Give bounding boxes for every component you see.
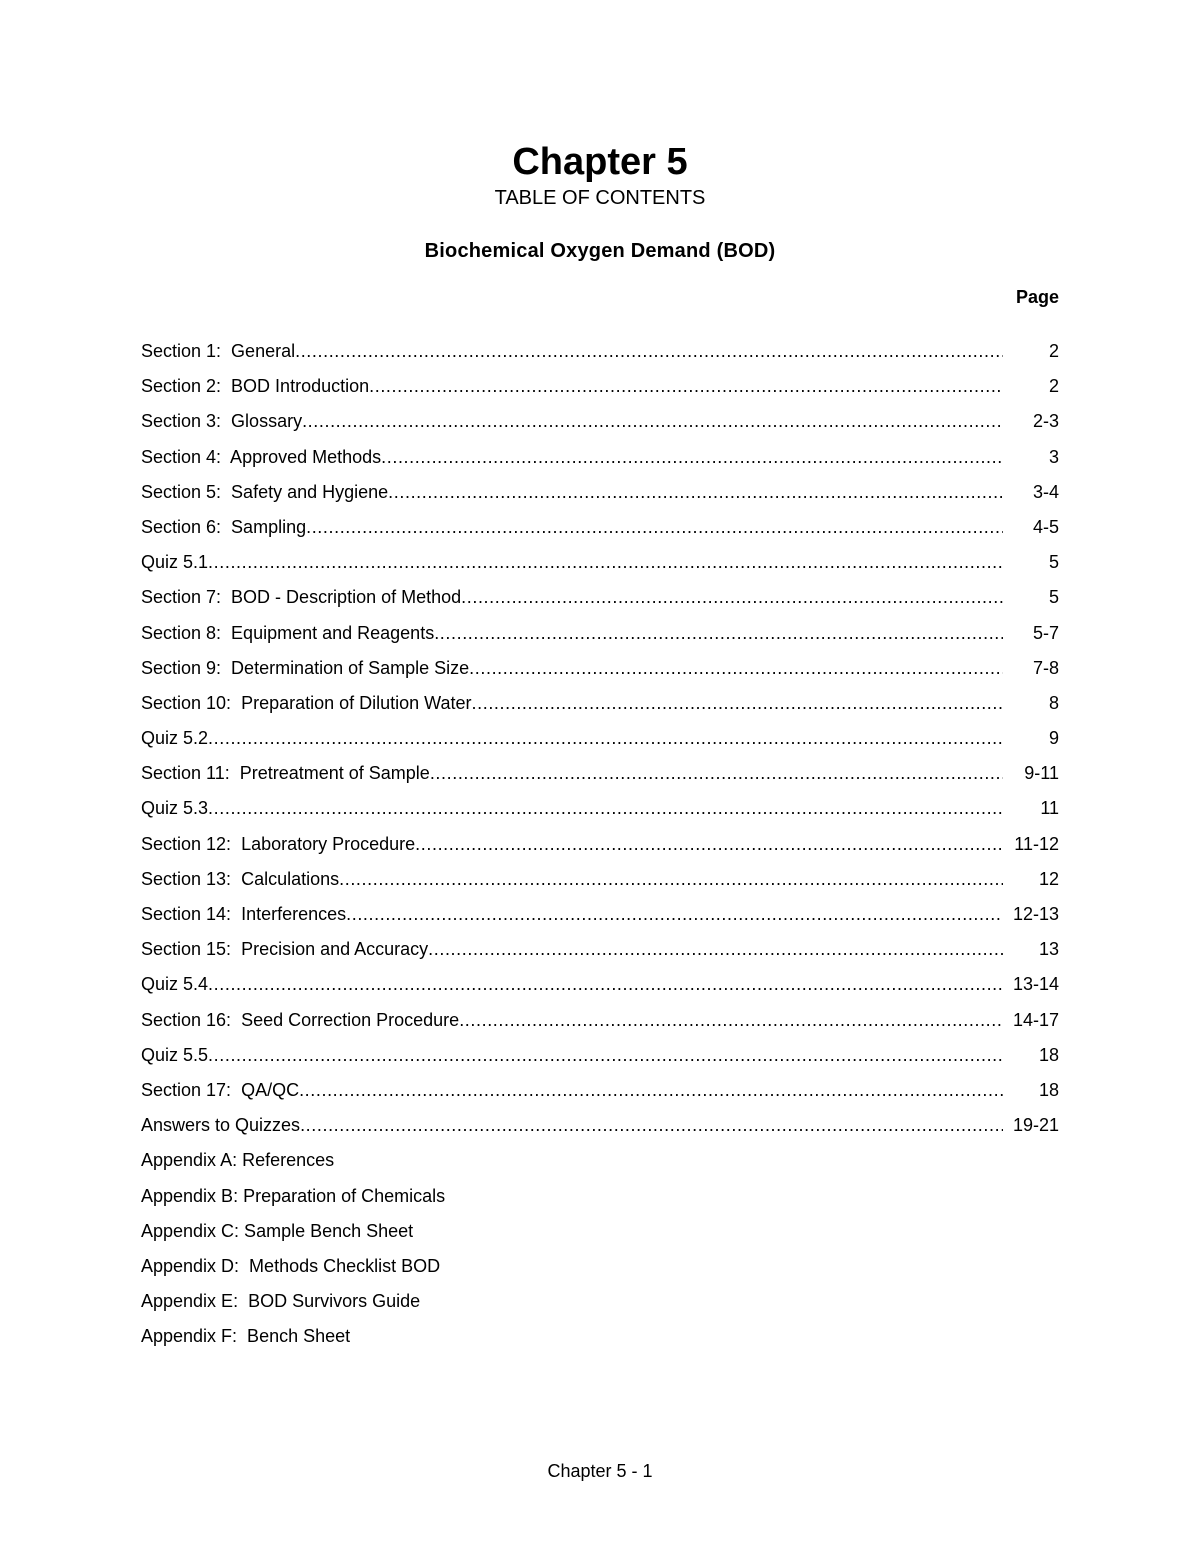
- toc-entry: [141, 862, 1059, 897]
- toc-entry-label: Section 5: Safety and Hygiene: [141, 481, 389, 502]
- toc-dot-leader: [208, 721, 1003, 756]
- toc-entry-label: Appendix A: References: [141, 1150, 335, 1171]
- toc-entry-label: Section 13: Calculations: [141, 868, 340, 889]
- toc-entry-page: 12: [1038, 868, 1059, 889]
- toc-entry: [141, 1214, 1059, 1249]
- toc-entry: [141, 721, 1059, 756]
- toc-entry-label: Section 2: BOD Introduction: [141, 376, 370, 397]
- toc-entry-label: Appendix C: Sample Bench Sheet: [141, 1220, 414, 1241]
- toc-entry: [141, 791, 1059, 826]
- toc-entry: [141, 1249, 1059, 1284]
- toc-entry-page: 3: [1048, 446, 1059, 467]
- toc-dot-leader: [381, 440, 1003, 475]
- toc-dot-leader: [415, 827, 1003, 862]
- subject-heading: Biochemical Oxygen Demand (BOD): [424, 240, 776, 262]
- toc-entry: [141, 369, 1059, 404]
- toc-entry: [141, 827, 1059, 862]
- toc-entry-page: 8: [1048, 692, 1059, 713]
- toc-entry-page: 2: [1048, 341, 1059, 361]
- toc-entry-page: 12-13: [1012, 904, 1059, 924]
- toc-entry-page: 14-17: [1012, 1009, 1059, 1030]
- toc-entry-label: Section 9: Determination of Sample Size: [141, 657, 470, 678]
- toc-entry-label: Section 10: Preparation of Dilution Water: [141, 692, 472, 713]
- toc-dot-leader: [346, 897, 1003, 932]
- toc-entry: [141, 1073, 1059, 1108]
- toc-entry-label: Appendix B: Preparation of Chemicals: [141, 1185, 446, 1206]
- toc-entry-label: Appendix E: BOD Survivors Guide: [141, 1291, 421, 1312]
- toc-dot-leader: [428, 932, 1003, 967]
- toc-entry-page: 19-21: [1012, 1115, 1059, 1136]
- toc-entry-label: Section 17: QA/QC: [141, 1079, 300, 1100]
- toc-entry: [141, 967, 1059, 1002]
- toc-dot-leader: [461, 580, 1003, 615]
- toc-entry-label: Section 16: Seed Correction Procedure: [141, 1009, 460, 1030]
- toc-entry: [141, 1319, 1059, 1354]
- toc-entry: [141, 686, 1059, 721]
- toc-dot-leader: [300, 1108, 1003, 1143]
- toc-dot-leader: [208, 545, 1003, 580]
- toc-entry: [141, 510, 1059, 545]
- toc-dot-leader: [302, 404, 1003, 439]
- toc-entry: [141, 756, 1059, 791]
- toc-entry: [141, 1284, 1059, 1319]
- toc-entry-page: 7-8: [1032, 657, 1059, 678]
- toc-entry-label: Section 11: Pretreatment of Sample: [141, 763, 430, 784]
- toc-entry-label: Appendix D: Methods Checklist BOD: [141, 1255, 441, 1276]
- toc-entry: [141, 1038, 1059, 1073]
- toc-dot-leader: [369, 369, 1003, 404]
- toc-dot-leader: [388, 475, 1003, 510]
- toc-entry-label: Quiz 5.2: [141, 728, 209, 749]
- toc-entry-label: Quiz 5.4: [141, 974, 209, 995]
- toc-dot-leader: [306, 510, 1003, 545]
- toc-entry-label: Section 4: Approved Methods: [141, 446, 382, 467]
- toc-dot-leader: [430, 756, 1003, 791]
- toc-entry-page: 13: [1038, 939, 1059, 960]
- toc-entry-label: Quiz 5.5: [141, 1044, 209, 1065]
- toc-dot-leader: [208, 791, 1003, 826]
- toc-entry-page: 18: [1038, 1044, 1059, 1065]
- toc-entry: [141, 1003, 1059, 1038]
- toc-entry-label: Section 8: Equipment and Reagents: [141, 622, 435, 643]
- toc-entry-label: Section 15: Precision and Accuracy: [141, 939, 429, 960]
- toc-entry-page: 5: [1048, 552, 1059, 573]
- toc-dot-leader: [434, 616, 1003, 651]
- toc-dot-leader: [469, 651, 1003, 686]
- toc-entry-label: Section 6: Sampling: [141, 516, 307, 537]
- toc-list: [141, 334, 1059, 1354]
- toc-entry-page: 5-7: [1032, 622, 1059, 643]
- toc-dot-leader: [472, 686, 1003, 721]
- toc-entry: [141, 897, 1059, 932]
- toc-dot-leader: [299, 1073, 1003, 1108]
- toc-entry: [141, 334, 1059, 369]
- toc-entry: [141, 651, 1059, 686]
- toc-dot-leader: [295, 334, 1003, 369]
- toc-entry: [141, 440, 1059, 475]
- page-column-heading: Page: [1015, 287, 1059, 307]
- toc-entry-page: 5: [1048, 587, 1059, 608]
- toc-entry: [141, 580, 1059, 615]
- toc-entry-page: 3-4: [1032, 481, 1059, 502]
- toc-entry: [141, 1108, 1059, 1143]
- toc-entry-page: 11: [1040, 798, 1059, 819]
- toc-entry: [141, 616, 1059, 651]
- toc-entry-page: 11-12: [1014, 833, 1059, 854]
- toc-entry: [141, 1179, 1059, 1214]
- toc-entry-page: 2-3: [1032, 411, 1059, 432]
- toc-entry-label: Appendix F: Bench Sheet: [141, 1326, 351, 1347]
- toc-dot-leader: [208, 967, 1003, 1002]
- toc-entry: [141, 932, 1059, 967]
- toc-heading: TABLE OF CONTENTS: [494, 187, 706, 209]
- toc-entry-page: 18: [1038, 1079, 1059, 1100]
- toc-entry-page: 4-5: [1032, 516, 1059, 537]
- toc-entry-label: Section 3: Glossary: [141, 411, 303, 432]
- page-footer: Chapter 5 - 1: [547, 1461, 653, 1481]
- toc-entry-page: 13-14: [1012, 974, 1059, 995]
- toc-entry-page: 9-11: [1024, 763, 1059, 784]
- toc-entry: [141, 404, 1059, 439]
- chapter-title: Chapter 5: [512, 141, 688, 183]
- toc-entry-label: Section 12: Laboratory Procedure: [141, 833, 416, 854]
- toc-entry-label: Section 7: BOD - Description of Method: [141, 587, 462, 608]
- toc-dot-leader: [208, 1038, 1003, 1073]
- toc-entry-label: Section 14: Interferences: [141, 904, 347, 924]
- toc-entry: [141, 1143, 1059, 1178]
- toc-dot-leader: [459, 1003, 1003, 1038]
- toc-entry: [141, 475, 1059, 510]
- toc-entry-page: 2: [1048, 376, 1059, 397]
- toc-entry-label: Quiz 5.3: [141, 798, 209, 819]
- toc-entry-label: Section 1: General: [141, 341, 296, 361]
- toc-entry-label: Quiz 5.1: [141, 552, 209, 573]
- toc-dot-leader: [339, 862, 1003, 897]
- toc-entry-page: 9: [1048, 728, 1059, 749]
- toc-entry-label: Answers to Quizzes: [141, 1115, 301, 1136]
- toc-entry: [141, 545, 1059, 580]
